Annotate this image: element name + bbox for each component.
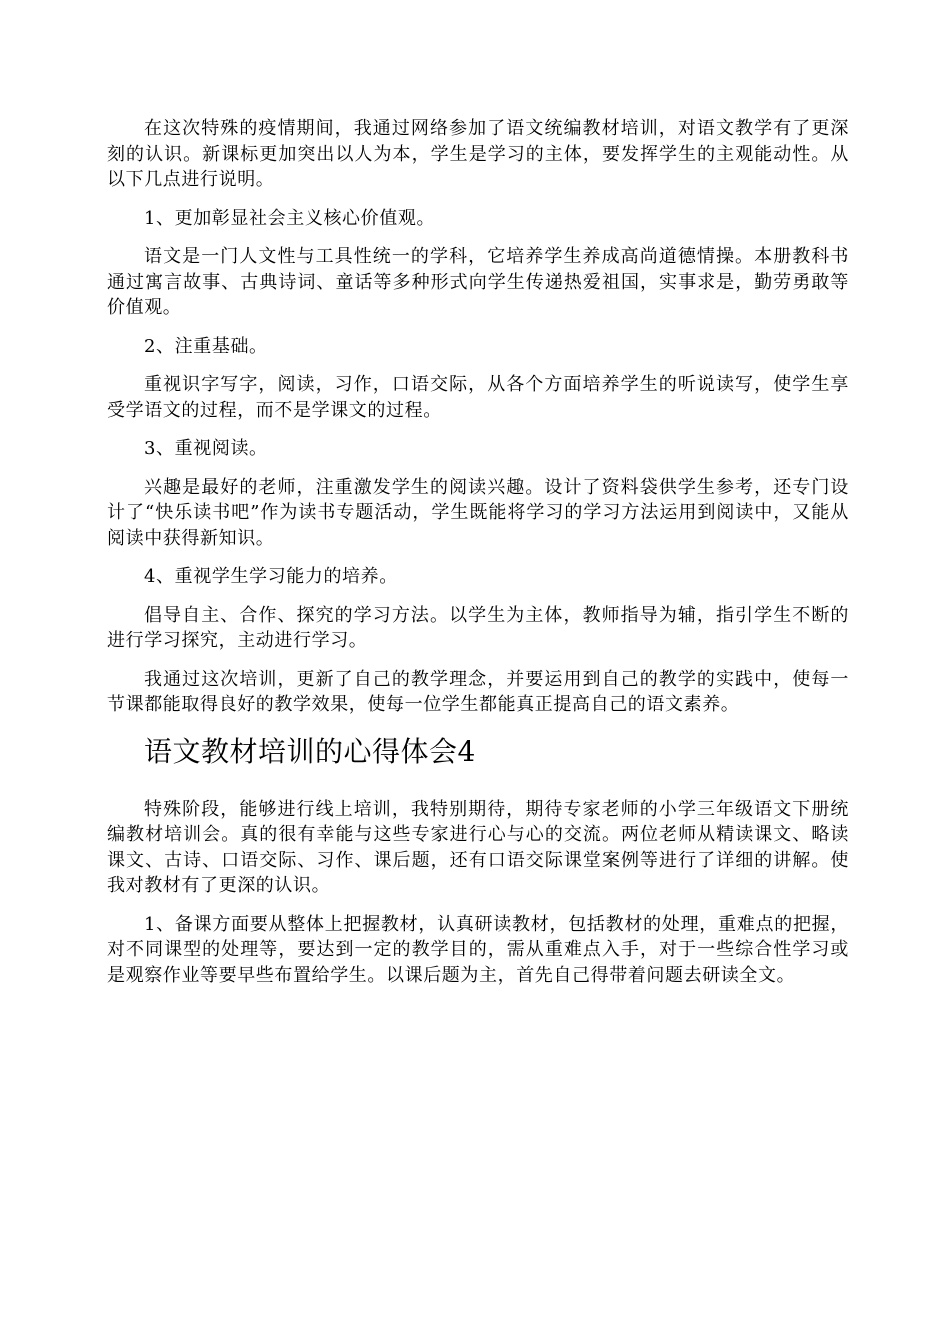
point-2-paragraph: 重视识字写字，阅读，习作，口语交际，从各个方面培养学生的听说读写，使学生享受学语文的过程，而不是学课文的过程。 xyxy=(107,374,849,421)
point-3-paragraph: 兴趣是最好的老师，注重激发学生的阅读兴趣。设计了资料袋供学生参考，还专门设计了“快乐读书吧”作为读书专题活动，学生既能将学习的学习方法运用到阅读中，又能从阅读中获得新知识。 xyxy=(107,476,849,549)
point-3-heading: 3、重视阅读。 xyxy=(144,438,268,459)
intro-paragraph: 在这次特殊的疫情期间，我通过网络参加了语文统编教材培训，对语文教学有了更深刻的认识。新课标更加突出以人为本，学生是学习的主体，要发挥学生的主观能动性。从以下几点进行说明。 xyxy=(107,118,849,190)
document-page xyxy=(107,116,849,1001)
point-2-heading: 2、注重基础。 xyxy=(144,335,268,357)
point-4-paragraph: 倡导自主、合作、探究的学习方法。以学生为主体，教师指导为辅，指引学生不断的进行学习探究，主动进行学习。 xyxy=(107,604,849,651)
section-title: 语文教材培训的心得体会4 xyxy=(144,734,476,768)
point-1-paragraph: 语文是一门人文性与工具性统一的学科，它培养学生养成高尚道德情操。本册教科书通过寓言故事、古典诗词、童话等多种形式向学生传递热爱祖国，实事求是，勤劳勇敢等价值观。 xyxy=(107,246,849,318)
point-1-heading: 1、更加彰显社会主义核心价值观。 xyxy=(144,207,436,229)
section-point-1-paragraph: 1、备课方面要从整体上把握教材，认真研读教材，包括教材的处理，重难点的把握，对不同课型的处理等，要达到一定的教学目的，需从重难点入手，对于一些综合性学习或是观察作业等要早些布置给学生。以课后题为主，首先自己得带着问题去研读全文。 xyxy=(107,913,849,986)
point-4-heading: 4、重视学生学习能力的培养。 xyxy=(144,566,398,587)
conclusion-paragraph: 我通过这次培训，更新了自己的教学理念，并要运用到自己的教学的实践中，使每一节课都能取得良好的教学效果，使每一位学生都能真正提高自己的语文素养。 xyxy=(107,668,849,715)
section-intro-paragraph: 特殊阶段，能够进行线上培训，我特别期待，期待专家老师的小学三年级语文下册统编教材培训会。真的很有幸能与这些专家进行心与心的交流。两位老师从精读课文、略读课文、古诗、口语交际、习作、课后题，还有口语交际课堂案例等进行了详细的讲解。使我对教材有了更深的认识。 xyxy=(107,798,849,896)
